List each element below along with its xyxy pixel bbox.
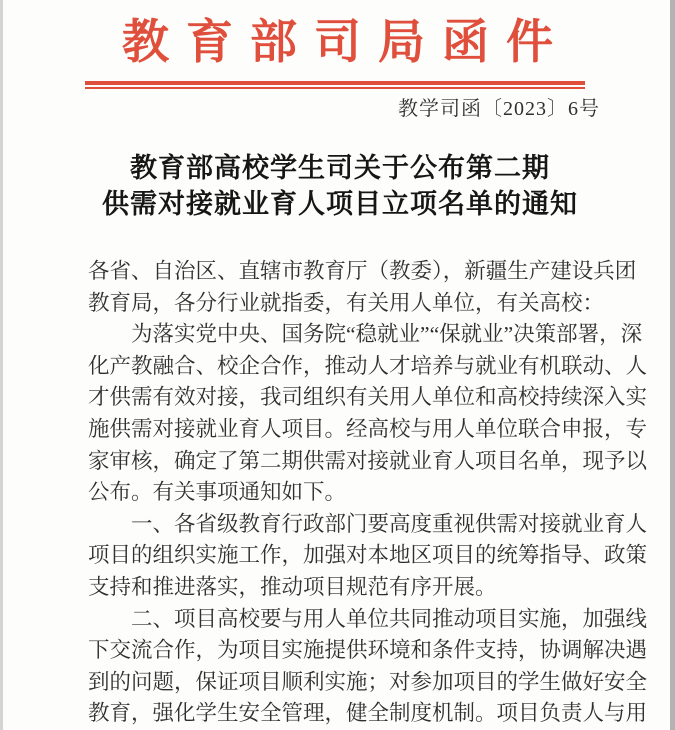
body-line: 教育，强化学生安全管理，健全制度机制。项目负责人与用: [88, 701, 648, 726]
red-separator-thick-line: [85, 81, 585, 85]
scan-edge-right: [670, 0, 675, 730]
body-line: 施供需对接就业育人项目。经高校与用人单位联合申报，专: [88, 416, 648, 441]
body-line: 支持和推进落实，推动项目规范有序开展。: [88, 574, 497, 599]
red-separator: [85, 81, 585, 89]
body-line: 二、项目高校要与用人单位共同推动项目实施，加强线: [131, 606, 648, 631]
scan-edge-left: [0, 0, 3, 730]
notice-title-line2: 供需对接就业育人项目立项名单的通知: [102, 189, 578, 219]
body-line: 化产教融合、校企合作，推动人才培养与就业有机联动、人: [88, 353, 648, 378]
body-line: 家审核，确定了第二期供需对接就业育人项目名单，现予以: [88, 448, 648, 473]
notice-body: [88, 256, 648, 730]
body-line: 项目的组织实施工作，加强对本地区项目的统筹指导、政策: [88, 543, 648, 568]
body-line: 公布。有关事项通知如下。: [88, 480, 347, 505]
notice-title: [85, 150, 595, 222]
body-line: 下交流合作，为项目实施提供环境和条件支持，协调解决遇: [88, 638, 648, 663]
body-line: 才供需有效对接，我司组织有关用人单位和高校持续深入实: [88, 385, 648, 410]
document-number: 教学司函〔2023〕6号: [398, 98, 600, 120]
red-separator-thin-line: [85, 87, 585, 89]
body-line: 一、各省级教育行政部门要高度重视供需对接就业育人: [131, 511, 648, 536]
body-line: 到的问题，保证项目顺利实施；对参加项目的学生做好安全: [88, 669, 648, 694]
body-line: 教育局，各分行业就指委，有关用人单位，有关高校：: [88, 290, 605, 315]
letterhead-title: 教育部司局函件: [122, 17, 570, 69]
body-line: 各省、自治区、直辖市教育厅（教委），新疆生产建设兵团: [88, 259, 637, 283]
body-line: 为落实党中央、国务院“稳就业”“保就业”决策部署，深: [131, 322, 643, 347]
notice-title-line1: 教育部高校学生司关于公布第二期: [130, 153, 550, 183]
